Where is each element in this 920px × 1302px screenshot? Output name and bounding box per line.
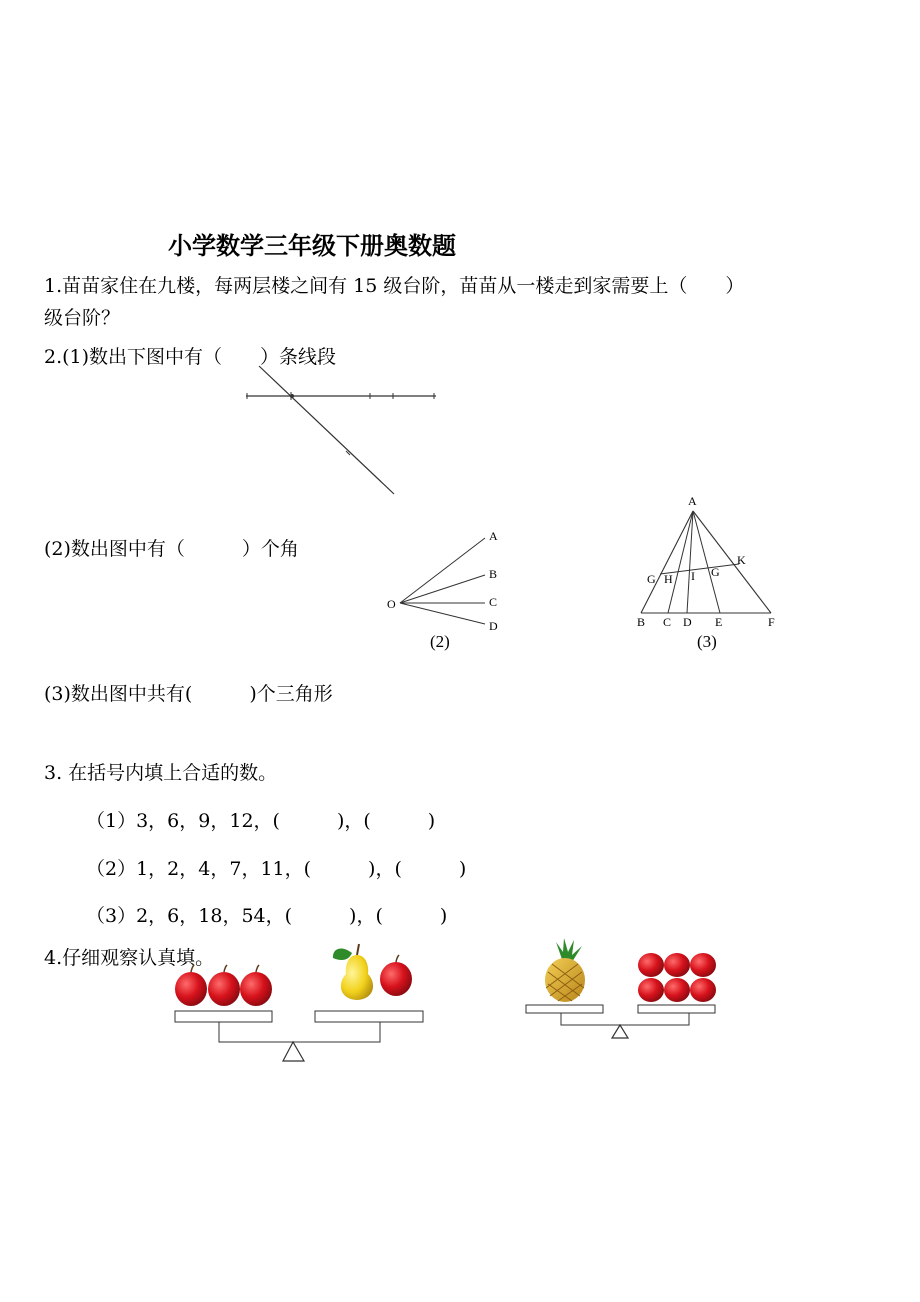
tri-label-f: F bbox=[768, 615, 775, 629]
q3-item-3: （3）2，6，18，54，( )，( ) bbox=[86, 905, 448, 927]
page-title: 小学数学三年级下册奥数题 bbox=[168, 232, 456, 260]
angle-label-b: B bbox=[489, 567, 498, 581]
tri-label-b: B bbox=[637, 615, 646, 629]
apple-icon bbox=[240, 965, 272, 1006]
apple-icon bbox=[380, 955, 412, 996]
tri-label-a: A bbox=[688, 494, 697, 508]
q3-item-1: （1）3，6，9，12，( )，( ) bbox=[86, 810, 436, 832]
angle-caption: (2) bbox=[430, 632, 450, 651]
apple-icon bbox=[690, 978, 716, 1002]
tri-label-h: H bbox=[664, 572, 673, 586]
pineapple-icon bbox=[545, 938, 585, 1002]
tri-label-g1: G bbox=[647, 572, 656, 586]
angle-label-d: D bbox=[489, 619, 498, 633]
apple-icon bbox=[664, 978, 690, 1002]
apple-icon bbox=[175, 965, 207, 1006]
pear-icon bbox=[333, 944, 373, 1000]
scale-2 bbox=[526, 938, 716, 1038]
tri-label-i: I bbox=[691, 569, 695, 583]
angle-label-a: A bbox=[489, 529, 498, 543]
tri-label-k: K bbox=[737, 553, 746, 567]
apple-icon bbox=[664, 953, 690, 977]
angle-label-c: C bbox=[489, 595, 498, 609]
q1-line2: 级台阶？ bbox=[44, 307, 121, 329]
apple-icon bbox=[638, 978, 664, 1002]
tri-label-e: E bbox=[715, 615, 723, 629]
q1-line1: 1.苗苗家住在九楼，每两层楼之间有 15 级台阶，苗苗从一楼走到家需要上（ ） bbox=[44, 275, 745, 297]
tri-label-c: C bbox=[663, 615, 672, 629]
tri-label-g2: G bbox=[711, 565, 720, 579]
q3-stem: 3. 在括号内填上合适的数。 bbox=[44, 762, 278, 784]
angle-label-o: O bbox=[387, 597, 396, 611]
q4-stem: 4.仔细观察认真填。 bbox=[44, 947, 215, 969]
q2-part2: (2)数出图中有（ ）个角 bbox=[44, 538, 299, 560]
apple-icon bbox=[638, 953, 664, 977]
tri-label-d: D bbox=[683, 615, 692, 629]
apple-icon bbox=[690, 953, 716, 977]
q3-item-2: （2）1，2，4，7，11，( )，( ) bbox=[86, 858, 467, 880]
apple-icon bbox=[208, 965, 240, 1006]
triangle-caption: (3) bbox=[697, 632, 717, 651]
q2-part3: (3)数出图中共有( )个三角形 bbox=[44, 683, 333, 705]
scale-1 bbox=[175, 944, 423, 1061]
q2-part1: 2.(1)数出下图中有（ ）条线段 bbox=[44, 346, 337, 368]
